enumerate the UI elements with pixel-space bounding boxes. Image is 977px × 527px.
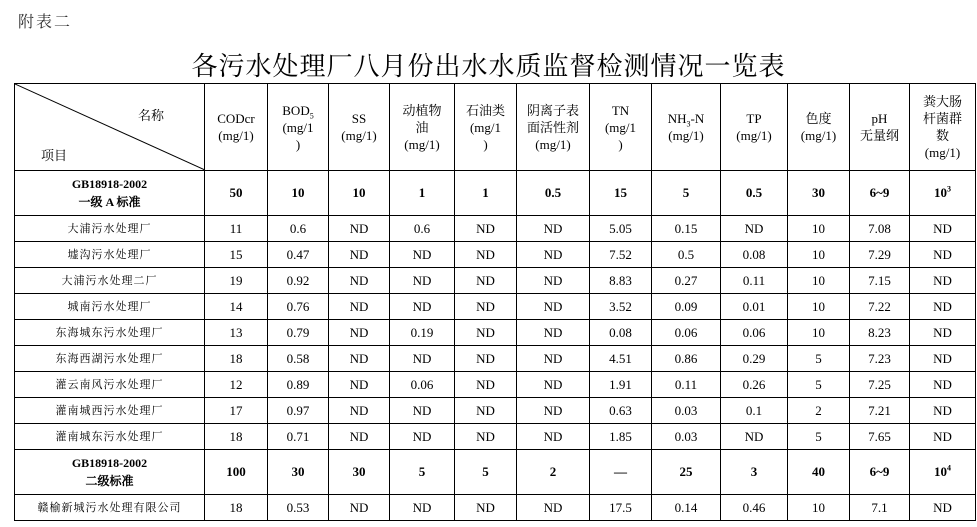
petroleum-unit: (mg/1 <box>469 119 502 135</box>
table-row <box>15 268 976 294</box>
standard-2-grade: 二级标准 <box>85 474 134 488</box>
nh3n-subscript: 3 <box>686 119 691 129</box>
oil-unit: (mg/1) <box>404 136 440 152</box>
plant-name-cell: 东海城东污水处理厂 <box>15 320 205 346</box>
item-label: 项目 <box>41 149 68 164</box>
surfactant-label-2: 面活性剂 <box>526 119 579 135</box>
coliform-exponent: 4 <box>947 463 951 473</box>
value-cell: ND <box>517 372 590 398</box>
petroleum-unit-close: ) <box>483 136 488 152</box>
table-row <box>15 495 976 521</box>
ph-unit: 无量纲 <box>859 128 899 143</box>
value-cell: 13 <box>205 320 268 346</box>
plant-name-cell: 灌南城西污水处理厂 <box>15 398 205 424</box>
value-cell: ND <box>329 268 390 294</box>
value-cell: 10 <box>788 216 850 242</box>
value-cell: 0.46 <box>721 495 788 521</box>
codcr-unit: (mg/1) <box>218 128 254 143</box>
value-cell: ND <box>517 424 590 450</box>
col-header-tp <box>721 84 788 171</box>
standard-value-cell: 5 <box>455 450 517 495</box>
value-cell: 0.5 <box>652 242 721 268</box>
value-cell: 8.83 <box>590 268 652 294</box>
value-cell: ND <box>390 398 455 424</box>
value-cell: 0.76 <box>268 294 329 320</box>
water-quality-table <box>14 83 976 521</box>
value-cell: ND <box>329 320 390 346</box>
nh3n-label: NH <box>667 111 687 126</box>
value-cell: ND <box>910 372 976 398</box>
value-cell: ND <box>910 268 976 294</box>
value-cell: 12 <box>205 372 268 398</box>
value-cell: 0.26 <box>721 372 788 398</box>
standard-value-cell: 5 <box>390 450 455 495</box>
value-cell: ND <box>910 320 976 346</box>
standard-a-name <box>15 171 205 216</box>
standard-value-cell: 40 <box>788 450 850 495</box>
table-row <box>15 294 976 320</box>
coliform-base: 10 <box>934 464 947 479</box>
coliform-label: 粪大肠 <box>922 94 962 109</box>
standard-value-cell: 50 <box>205 171 268 216</box>
ss-label: SS <box>351 111 367 126</box>
value-cell: ND <box>517 216 590 242</box>
value-cell: ND <box>721 424 788 450</box>
value-cell: ND <box>329 294 390 320</box>
value-cell: 7.08 <box>850 216 910 242</box>
value-cell: 5 <box>788 372 850 398</box>
col-header-ph <box>850 84 910 171</box>
appendix-label: 附表二 <box>18 12 73 31</box>
value-cell: ND <box>329 495 390 521</box>
standard-value-cell: 10 <box>329 171 390 216</box>
value-cell: 18 <box>205 495 268 521</box>
value-cell: ND <box>910 398 976 424</box>
value-cell: 10 <box>788 320 850 346</box>
value-cell: ND <box>517 398 590 424</box>
codcr-label: CODcr <box>217 111 255 126</box>
table-row <box>15 320 976 346</box>
value-cell: 15 <box>205 242 268 268</box>
standard-2-name <box>15 450 205 495</box>
value-cell: ND <box>517 294 590 320</box>
standard-a-row <box>15 171 976 216</box>
standard-value-cell: 30 <box>788 171 850 216</box>
table-row <box>15 424 976 450</box>
value-cell: 10 <box>788 268 850 294</box>
oil-label-2: 油 <box>415 119 429 135</box>
value-cell: 0.89 <box>268 372 329 398</box>
nh3n-unit: (mg/1) <box>668 128 704 143</box>
table-row <box>15 242 976 268</box>
value-cell: ND <box>455 216 517 242</box>
value-cell: 0.86 <box>652 346 721 372</box>
value-cell: ND <box>390 268 455 294</box>
value-cell: ND <box>910 216 976 242</box>
value-cell: ND <box>910 294 976 320</box>
value-cell: 0.1 <box>721 398 788 424</box>
col-header-tn <box>590 84 652 171</box>
value-cell: ND <box>455 242 517 268</box>
standard-value-cell: 30 <box>268 450 329 495</box>
plant-name-cell: 赣榆新城污水处理有限公司 <box>15 495 205 521</box>
value-cell: 0.09 <box>652 294 721 320</box>
col-header-petroleum <box>455 84 517 171</box>
tn-unit-close: ) <box>618 136 623 152</box>
standard-coliform-cell <box>910 171 976 216</box>
col-header-nh3n <box>652 84 721 171</box>
standard-value-cell: 1 <box>390 171 455 216</box>
coliform-label-3: 数 <box>935 128 949 143</box>
standard-value-cell: 25 <box>652 450 721 495</box>
standard-2-row <box>15 450 976 495</box>
header-row <box>15 84 976 171</box>
col-header-bod5 <box>268 84 329 171</box>
value-cell: 5 <box>788 424 850 450</box>
table-title: 各污水处理厂八月份出水水质监督检测情况一览表 <box>191 52 786 82</box>
value-cell: 7.65 <box>850 424 910 450</box>
name-label: 名称 <box>137 109 164 124</box>
value-cell: ND <box>455 424 517 450</box>
value-cell: ND <box>910 495 976 521</box>
ph-label: pH <box>871 111 888 126</box>
standard-a-code: GB18918-2002 <box>71 177 148 191</box>
table-row <box>15 372 976 398</box>
coliform-unit: (mg/1) <box>924 145 961 160</box>
nh3n-label-suffix: -N <box>690 111 705 126</box>
value-cell: 0.29 <box>721 346 788 372</box>
value-cell: ND <box>455 346 517 372</box>
value-cell: ND <box>390 346 455 372</box>
value-cell: 10 <box>788 495 850 521</box>
value-cell: 1.85 <box>590 424 652 450</box>
value-cell: ND <box>517 346 590 372</box>
value-cell: 0.08 <box>590 320 652 346</box>
tp-label: TP <box>746 111 762 126</box>
value-cell: 0.03 <box>652 424 721 450</box>
value-cell: 0.6 <box>390 216 455 242</box>
coliform-exponent: 3 <box>947 184 951 194</box>
col-header-anionic-surfactant <box>517 84 590 171</box>
value-cell: ND <box>721 216 788 242</box>
value-cell: ND <box>455 495 517 521</box>
standard-value-cell: 30 <box>329 450 390 495</box>
standard-value-cell: 10 <box>268 171 329 216</box>
plant-name-cell: 城南污水处理厂 <box>15 294 205 320</box>
plant-name-cell: 大浦污水处理二厂 <box>15 268 205 294</box>
col-header-animal-plant-oil <box>390 84 455 171</box>
value-cell: 17.5 <box>590 495 652 521</box>
value-cell: 7.29 <box>850 242 910 268</box>
value-cell: 0.06 <box>390 372 455 398</box>
value-cell: ND <box>390 294 455 320</box>
value-cell: ND <box>329 346 390 372</box>
standard-2-code: GB18918-2002 <box>71 456 148 470</box>
value-cell: 11 <box>205 216 268 242</box>
value-cell: 14 <box>205 294 268 320</box>
bod-subscript: 5 <box>309 111 314 121</box>
value-cell: 0.03 <box>652 398 721 424</box>
value-cell: 0.11 <box>721 268 788 294</box>
value-cell: 0.11 <box>652 372 721 398</box>
value-cell: 0.27 <box>652 268 721 294</box>
plant-name-cell: 墟沟污水处理厂 <box>15 242 205 268</box>
value-cell: ND <box>455 320 517 346</box>
value-cell: ND <box>329 398 390 424</box>
value-cell: 0.6 <box>268 216 329 242</box>
diagonal-header-cell <box>15 84 205 171</box>
value-cell: ND <box>910 424 976 450</box>
value-cell: ND <box>455 268 517 294</box>
value-cell: ND <box>329 372 390 398</box>
col-header-color <box>788 84 850 171</box>
standard-value-cell: 6~9 <box>850 450 910 495</box>
standard-value-cell: 100 <box>205 450 268 495</box>
value-cell: ND <box>455 398 517 424</box>
value-cell: 0.06 <box>652 320 721 346</box>
value-cell: 7.22 <box>850 294 910 320</box>
value-cell: ND <box>329 216 390 242</box>
value-cell: 0.01 <box>721 294 788 320</box>
value-cell: 18 <box>205 346 268 372</box>
standard-value-cell: — <box>590 450 652 495</box>
bod-unit: (mg/1 <box>282 119 314 135</box>
value-cell: 0.79 <box>268 320 329 346</box>
grade-2-section <box>15 450 976 521</box>
value-cell: ND <box>517 268 590 294</box>
value-cell: 0.06 <box>721 320 788 346</box>
value-cell: 3.52 <box>590 294 652 320</box>
petroleum-label: 石油类 <box>465 102 505 118</box>
value-cell: ND <box>390 242 455 268</box>
plant-name-cell: 灌南城东污水处理厂 <box>15 424 205 450</box>
bod-unit-close: ) <box>295 136 301 152</box>
table-row <box>15 346 976 372</box>
value-cell: 18 <box>205 424 268 450</box>
value-cell: ND <box>517 495 590 521</box>
value-cell: 2 <box>788 398 850 424</box>
value-cell: ND <box>455 372 517 398</box>
value-cell: 0.19 <box>390 320 455 346</box>
standard-value-cell: 15 <box>590 171 652 216</box>
standard-value-cell: 2 <box>517 450 590 495</box>
tn-unit: (mg/1 <box>604 119 637 135</box>
color-unit: (mg/1) <box>800 128 837 143</box>
table-row <box>15 216 976 242</box>
value-cell: 19 <box>205 268 268 294</box>
value-cell: ND <box>329 242 390 268</box>
grade-a-section <box>15 171 976 450</box>
value-cell: ND <box>910 242 976 268</box>
value-cell: 5.05 <box>590 216 652 242</box>
standard-value-cell: 6~9 <box>850 171 910 216</box>
value-cell: ND <box>390 495 455 521</box>
value-cell: 0.71 <box>268 424 329 450</box>
value-cell: 7.25 <box>850 372 910 398</box>
value-cell: ND <box>517 320 590 346</box>
ss-unit: (mg/1) <box>341 128 377 143</box>
standard-value-cell: 5 <box>652 171 721 216</box>
value-cell: 17 <box>205 398 268 424</box>
plant-name-cell: 东海西湖污水处理厂 <box>15 346 205 372</box>
value-cell: 5 <box>788 346 850 372</box>
value-cell: 0.08 <box>721 242 788 268</box>
standard-value-cell: 0.5 <box>517 171 590 216</box>
value-cell: ND <box>910 346 976 372</box>
value-cell: 10 <box>788 294 850 320</box>
col-header-fecal-coliform <box>910 84 976 171</box>
value-cell: 8.23 <box>850 320 910 346</box>
coliform-label-2: 杆菌群 <box>922 111 962 126</box>
standard-value-cell: 0.5 <box>721 171 788 216</box>
value-cell: 10 <box>788 242 850 268</box>
coliform-base: 10 <box>934 185 947 200</box>
value-cell: 7.21 <box>850 398 910 424</box>
plant-name-cell: 灌云南风污水处理厂 <box>15 372 205 398</box>
value-cell: 0.47 <box>268 242 329 268</box>
tn-label: TN <box>611 102 630 118</box>
value-cell: 0.14 <box>652 495 721 521</box>
bod-label: BOD <box>282 102 310 118</box>
value-cell: 0.15 <box>652 216 721 242</box>
surfactant-label: 阴离子表 <box>526 102 579 118</box>
value-cell: 0.58 <box>268 346 329 372</box>
value-cell: ND <box>329 424 390 450</box>
plant-name-cell: 大浦污水处理厂 <box>15 216 205 242</box>
value-cell: 0.97 <box>268 398 329 424</box>
value-cell: ND <box>390 424 455 450</box>
value-cell: 0.63 <box>590 398 652 424</box>
standard-value-cell: 1 <box>455 171 517 216</box>
value-cell: 7.52 <box>590 242 652 268</box>
tp-unit: (mg/1) <box>736 128 772 143</box>
standard-a-grade: 一级 A 标准 <box>78 195 141 209</box>
value-cell: 7.1 <box>850 495 910 521</box>
value-cell: ND <box>455 294 517 320</box>
standard-value-cell: 3 <box>721 450 788 495</box>
value-cell: 7.23 <box>850 346 910 372</box>
col-header-ss <box>329 84 390 171</box>
standard-coliform-cell <box>910 450 976 495</box>
oil-label: 动植物 <box>402 102 442 118</box>
surfactant-unit: (mg/1) <box>535 136 571 152</box>
value-cell: 0.92 <box>268 268 329 294</box>
value-cell: 4.51 <box>590 346 652 372</box>
table-row <box>15 398 976 424</box>
col-header-codcr <box>205 84 268 171</box>
value-cell: 1.91 <box>590 372 652 398</box>
color-label: 色度 <box>805 111 832 126</box>
value-cell: 7.15 <box>850 268 910 294</box>
value-cell: ND <box>517 242 590 268</box>
value-cell: 0.53 <box>268 495 329 521</box>
